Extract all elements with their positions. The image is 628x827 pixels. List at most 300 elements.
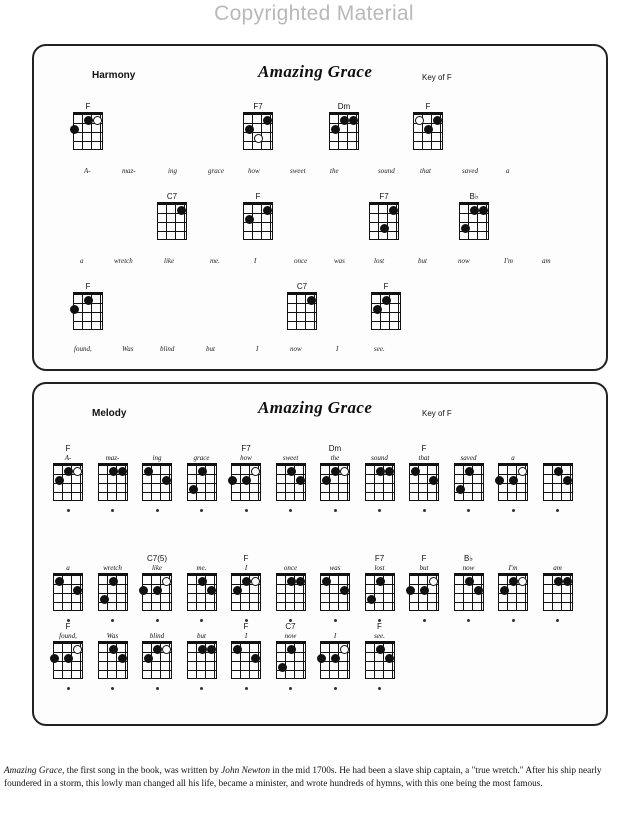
finger-dot: [245, 125, 254, 134]
lyric-word: sweet: [290, 167, 306, 175]
melody-note-mark: [423, 509, 426, 512]
finger-dot: [380, 224, 389, 233]
finger-dot: [70, 125, 79, 134]
chord-name: [271, 554, 311, 564]
finger-dot: [563, 577, 572, 586]
melody-chord: [271, 554, 311, 622]
lyric-word: now: [462, 564, 475, 572]
chord-diagram: [409, 463, 439, 501]
melody-panel: [32, 382, 608, 726]
finger-dot: [153, 586, 162, 595]
finger-dot: [109, 577, 118, 586]
finger-dot: [50, 654, 59, 663]
chord-diagram: [498, 463, 528, 501]
finger-dot: [373, 305, 382, 314]
melody-chord: [226, 622, 266, 690]
chord-diagram: [320, 463, 350, 501]
finger-dot: [198, 577, 207, 586]
melody-chord: [48, 554, 88, 622]
finger-dot: [376, 645, 385, 654]
finger-dot: [198, 467, 207, 476]
melody-note-mark: [156, 509, 159, 512]
melody-note-mark: [334, 687, 337, 690]
lyric-word: was: [329, 564, 341, 572]
chord-name: Dm: [328, 444, 342, 453]
chord-name: F: [421, 554, 427, 563]
melody-chord: [493, 444, 533, 512]
lyric-word: sweet: [282, 454, 299, 462]
finger-dot: [554, 577, 563, 586]
lyric-word: the: [330, 454, 340, 462]
lyric-word: saved: [462, 167, 478, 175]
chord-name: B♭: [463, 554, 474, 563]
chord-name: F: [85, 282, 91, 291]
finger-dot: [109, 467, 118, 476]
lyric-word: grace: [208, 167, 224, 175]
finger-dot: [376, 467, 385, 476]
melody-chord: [493, 554, 533, 622]
lyric-word: see.: [374, 632, 385, 640]
lyric-word: a: [511, 454, 515, 462]
finger-dot: [207, 645, 216, 654]
lyric-word: I: [244, 632, 248, 640]
finger-dot: [296, 476, 305, 485]
finger-dot: [73, 586, 82, 595]
chord-diagram: [142, 463, 172, 501]
melody-note-mark: [467, 509, 470, 512]
lyric-word: blind: [160, 345, 175, 353]
melody-note-mark: [200, 509, 203, 512]
caption-song-title: Amazing Grace: [4, 766, 63, 776]
finger-dot: [322, 476, 331, 485]
finger-dot: [177, 206, 186, 215]
melody-chord: [182, 622, 222, 690]
chord-name: F: [65, 444, 71, 453]
chord-name: [137, 444, 177, 454]
finger-dot: [144, 654, 153, 663]
melody-chord: [538, 444, 578, 512]
chord-diagram: [369, 202, 399, 240]
chord-name: F: [255, 192, 261, 201]
finger-dot: [84, 296, 93, 305]
harmony-chord: [68, 102, 108, 155]
lyric-word: a: [80, 257, 84, 265]
chord-diagram: [365, 641, 395, 679]
finger-dot: [376, 577, 385, 586]
finger-dot: [278, 663, 287, 672]
lyric-word: found,: [59, 632, 77, 640]
finger-dot: [287, 645, 296, 654]
chord-name: [271, 444, 311, 454]
finger-dot: [563, 476, 572, 485]
finger-dot: [287, 577, 296, 586]
finger-dot: [93, 116, 102, 125]
chord-diagram: [320, 573, 350, 611]
chord-diagram: [231, 573, 261, 611]
lyric-word: me.: [196, 564, 207, 572]
chord-diagram: [73, 112, 103, 150]
finger-dot: [139, 586, 148, 595]
melody-chord: [538, 554, 578, 622]
finger-dot: [429, 577, 438, 586]
chord-name: Dm: [337, 102, 351, 111]
lyric-word: wretch: [103, 564, 122, 572]
lyric-word: I: [336, 345, 339, 353]
melody-chord: [137, 554, 177, 622]
chord-name: C7(5): [146, 554, 167, 563]
lyric-word: Was: [122, 345, 134, 353]
finger-dot: [465, 577, 474, 586]
finger-dot: [100, 595, 109, 604]
finger-dot: [254, 134, 263, 143]
chord-diagram: [53, 573, 83, 611]
chord-name: F: [65, 622, 71, 631]
chord-name: [493, 554, 533, 564]
finger-dot: [84, 116, 93, 125]
lyric-word: A-: [64, 454, 72, 462]
finger-dot: [263, 116, 272, 125]
lyric-word: ing: [152, 454, 162, 462]
melody-note-mark: [156, 687, 159, 690]
finger-dot: [331, 654, 340, 663]
finger-dot: [500, 586, 509, 595]
melody-note-mark: [334, 509, 337, 512]
chord-diagram: [243, 202, 273, 240]
finger-dot: [296, 577, 305, 586]
harmony-label: Harmony: [92, 70, 136, 81]
chord-name: [93, 622, 133, 632]
lyric-word: lost: [374, 564, 385, 572]
lyric-word: A-: [84, 167, 91, 175]
lyric-word: I: [256, 345, 259, 353]
melody-note-mark: [67, 687, 70, 690]
caption-text-rest: in the mid 1700s. He had been a slave ship captain, a "true wretch." After his ship nearly foundered in a storm, this lowly man changed all his life, became a minister, and wrote hundreds of hymns, with this one being the most famous.: [4, 766, 602, 789]
chord-name: [538, 444, 578, 454]
melody-chord: [226, 444, 266, 512]
finger-dot: [242, 476, 251, 485]
harmony-chord: [366, 282, 406, 335]
lyric-word: saved: [460, 454, 477, 462]
lyric-word: lost: [374, 257, 385, 265]
chord-name: [93, 444, 133, 454]
finger-dot: [307, 296, 316, 305]
finger-dot: [411, 467, 420, 476]
finger-dot: [73, 645, 82, 654]
chord-diagram: [543, 573, 573, 611]
lyric-word: blind: [149, 632, 165, 640]
chord-diagram: [543, 463, 573, 501]
finger-dot: [456, 485, 465, 494]
finger-dot: [245, 215, 254, 224]
chord-name: F: [421, 444, 427, 453]
melody-chord: [182, 554, 222, 622]
finger-dot: [118, 654, 127, 663]
melody-note-mark: [512, 619, 515, 622]
harmony-chord: [238, 102, 278, 155]
melody-chord: [449, 444, 489, 512]
melody-chord: [48, 444, 88, 512]
chord-diagram: [276, 641, 306, 679]
finger-dot: [162, 577, 171, 586]
finger-dot: [382, 296, 391, 305]
chord-diagram: [98, 641, 128, 679]
finger-dot: [70, 305, 79, 314]
chord-name: C7: [296, 282, 308, 291]
harmony-panel: [32, 44, 608, 371]
melody-chord: [449, 554, 489, 622]
melody-chord: [226, 554, 266, 622]
melody-note-mark: [556, 509, 559, 512]
chord-diagram: [276, 463, 306, 501]
chord-name: F7: [379, 192, 389, 201]
chord-name: [182, 554, 222, 564]
chord-diagram: [276, 573, 306, 611]
finger-dot: [251, 577, 260, 586]
harmony-chord: [364, 192, 404, 245]
chord-name: C7: [285, 622, 296, 631]
lyric-word: maz-: [122, 167, 136, 175]
lyric-word: that: [420, 167, 431, 175]
chord-diagram: [413, 112, 443, 150]
chord-diagram: [231, 463, 261, 501]
finger-dot: [340, 645, 349, 654]
lyric-word: but: [197, 632, 206, 640]
lyric-word: I'm: [508, 564, 518, 572]
melody-chord: [93, 444, 133, 512]
copyright-watermark: Copyrighted Material: [214, 2, 414, 25]
finger-dot: [207, 586, 216, 595]
lyric-word: but: [418, 257, 427, 265]
melody-chord: [315, 622, 355, 690]
chord-name: F7: [253, 102, 263, 111]
lyric-word: but: [419, 564, 429, 572]
finger-dot: [162, 645, 171, 654]
harmony-chord: [68, 282, 108, 335]
chord-diagram: [371, 292, 401, 330]
finger-dot: [73, 467, 82, 476]
melody-chord: [93, 622, 133, 690]
chord-diagram: [454, 463, 484, 501]
lyric-word: I: [244, 564, 248, 572]
lyric-word: but: [206, 345, 215, 353]
chord-name: [48, 554, 88, 564]
lyric-word: how: [248, 167, 260, 175]
lyric-word: am: [542, 257, 551, 265]
melody-note-mark: [556, 619, 559, 622]
finger-dot: [331, 467, 340, 476]
chord-name: F: [243, 554, 249, 563]
melody-chord: [271, 622, 311, 690]
chord-name: [538, 554, 578, 564]
finger-dot: [518, 467, 527, 476]
chord-diagram: [73, 292, 103, 330]
chord-name: [182, 444, 222, 454]
finger-dot: [340, 116, 349, 125]
chord-name: F: [377, 622, 382, 631]
harmony-chord: [408, 102, 448, 155]
finger-dot: [118, 467, 127, 476]
lyric-word: the: [330, 167, 339, 175]
melody-title: Amazing Grace: [258, 398, 373, 417]
finger-dot: [429, 476, 438, 485]
lyric-word: grace: [193, 454, 210, 462]
finger-dot: [242, 577, 251, 586]
chord-diagram: [454, 573, 484, 611]
chord-diagram: [53, 463, 83, 501]
melody-note-mark: [512, 509, 515, 512]
melody-note-mark: [111, 509, 114, 512]
chord-name: F: [85, 102, 91, 111]
finger-dot: [322, 577, 331, 586]
finger-dot: [367, 595, 376, 604]
chord-name: F: [425, 102, 431, 111]
lyric-word: I: [333, 632, 337, 640]
melody-note-mark: [423, 619, 426, 622]
chord-diagram: [187, 641, 217, 679]
lyric-word: a: [66, 564, 70, 572]
finger-dot: [64, 654, 73, 663]
caption-text: , the first song in the book, was written by: [62, 766, 222, 776]
lyric-word: once: [294, 257, 308, 265]
chord-diagram: [498, 573, 528, 611]
chord-name: [137, 622, 177, 632]
chord-diagram: [187, 463, 217, 501]
finger-dot: [331, 125, 340, 134]
finger-dot: [198, 645, 207, 654]
melody-chord: [315, 444, 355, 512]
melody-chord: [137, 622, 177, 690]
harmony-chord: [282, 282, 322, 335]
finger-dot: [287, 467, 296, 476]
lyric-word: was: [334, 257, 345, 265]
lyric-word: found,: [74, 345, 92, 353]
melody-chord: [404, 554, 444, 622]
melody-note-mark: [289, 687, 292, 690]
finger-dot: [349, 116, 358, 125]
melody-note-mark: [289, 509, 292, 512]
harmony-chord: [454, 192, 494, 245]
finger-dot: [233, 645, 242, 654]
chord-diagram: [142, 641, 172, 679]
finger-dot: [228, 476, 237, 485]
finger-dot: [55, 476, 64, 485]
melody-note-mark: [378, 509, 381, 512]
lyric-word: me.: [210, 257, 220, 265]
finger-dot: [509, 577, 518, 586]
chord-name: [493, 444, 533, 454]
finger-dot: [433, 116, 442, 125]
finger-dot: [109, 645, 118, 654]
finger-dot: [162, 476, 171, 485]
chord-diagram: [243, 112, 273, 150]
melody-chord: [182, 444, 222, 512]
chord-diagram: [320, 641, 350, 679]
chord-name: [182, 622, 222, 632]
chord-name: [93, 554, 133, 564]
finger-dot: [64, 467, 73, 476]
finger-dot: [461, 224, 470, 233]
finger-dot: [406, 586, 415, 595]
harmony-title: Amazing Grace: [258, 62, 373, 81]
lyric-word: how: [240, 454, 252, 462]
lyric-word: like: [164, 257, 175, 265]
chord-diagram: [329, 112, 359, 150]
chord-name: F7: [374, 554, 385, 563]
melody-chord: [315, 554, 355, 622]
finger-dot: [479, 206, 488, 215]
lyric-word: now: [458, 257, 470, 265]
finger-dot: [317, 654, 326, 663]
chord-diagram: [459, 202, 489, 240]
chord-name: F: [243, 622, 249, 631]
finger-dot: [55, 577, 64, 586]
chord-diagram: [98, 463, 128, 501]
finger-dot: [465, 467, 474, 476]
finger-dot: [263, 206, 272, 215]
chord-name: [449, 444, 489, 454]
lyric-word: wretch: [114, 257, 133, 265]
finger-dot: [495, 476, 504, 485]
finger-dot: [474, 586, 483, 595]
chord-name: F7: [241, 444, 251, 453]
lyric-word: I'm: [504, 257, 513, 265]
melody-label: Melody: [92, 408, 127, 419]
harmony-chord: [238, 192, 278, 245]
finger-dot: [189, 485, 198, 494]
finger-dot: [518, 577, 527, 586]
chord-diagram: [98, 573, 128, 611]
melody-chord: [360, 622, 400, 690]
melody-note-mark: [67, 509, 70, 512]
chord-diagram: [287, 292, 317, 330]
chord-name: [360, 444, 400, 454]
chord-name: B♭: [469, 192, 479, 201]
finger-dot: [385, 467, 394, 476]
melody-chord: [360, 444, 400, 512]
lyric-word: once: [283, 564, 298, 572]
lyric-word: ing: [168, 167, 177, 175]
chord-name: [315, 622, 355, 632]
lyric-word: like: [151, 564, 163, 572]
finger-dot: [424, 125, 433, 134]
melody-chord: [404, 444, 444, 512]
chord-diagram: [53, 641, 83, 679]
finger-dot: [554, 467, 563, 476]
melody-chord: [93, 554, 133, 622]
melody-chord: [137, 444, 177, 512]
chord-diagram: [231, 641, 261, 679]
chord-diagram: [365, 573, 395, 611]
caption-author: John Newton: [221, 766, 270, 776]
lyric-word: now: [284, 632, 297, 640]
melody-key: Key of F: [422, 409, 452, 418]
chord-diagram: [409, 573, 439, 611]
chord-diagram: [187, 573, 217, 611]
finger-dot: [233, 586, 242, 595]
lyric-word: sound: [371, 454, 388, 462]
finger-dot: [153, 645, 162, 654]
chord-diagram: [142, 573, 172, 611]
chord-name: [315, 554, 355, 564]
melody-note-mark: [245, 509, 248, 512]
finger-dot: [251, 654, 260, 663]
melody-note-mark: [467, 619, 470, 622]
melody-note-mark: [245, 687, 248, 690]
lyric-word: [538, 454, 578, 463]
lyric-word: am: [553, 564, 562, 572]
lyric-word: sound: [378, 167, 395, 175]
lyric-word: I: [254, 257, 257, 265]
